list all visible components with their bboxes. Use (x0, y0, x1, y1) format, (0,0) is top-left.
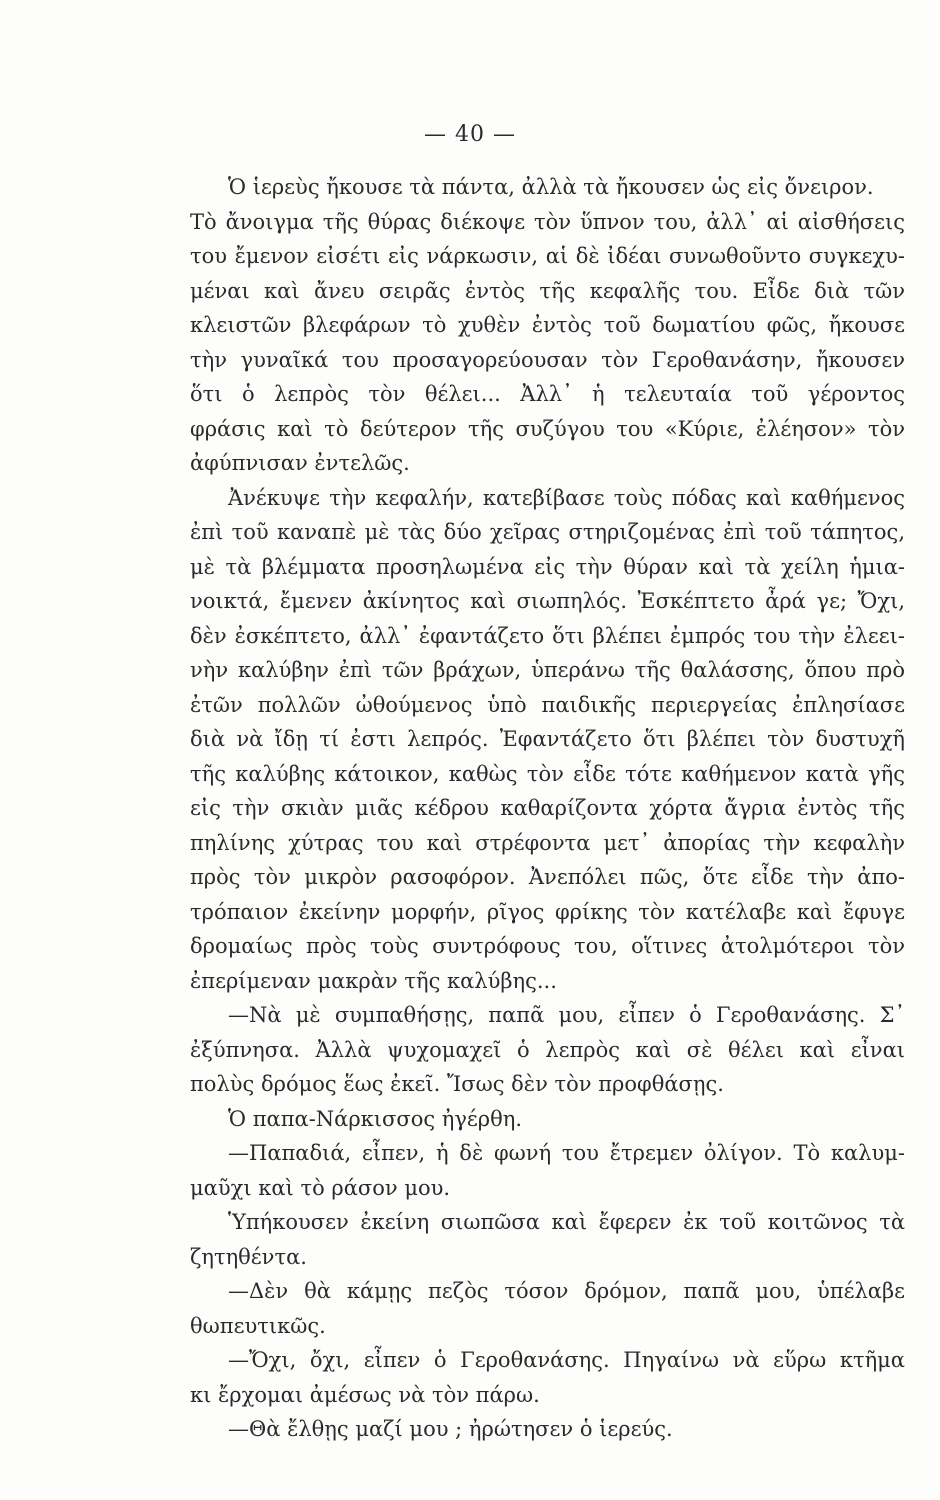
text-line: τῆς καλύβης κάτοικον, καθὼς τὸν εἶδε τότε καθήμενον κατὰ γῆς (190, 761, 905, 786)
text-line: ἐπερίμεναν μακρὰν τῆς καλύβης... (190, 968, 557, 993)
text-line: του ἔμενον εἰσέτι εἰς νάρκωσιν, αἱ δὲ ἰδέαι συνωθοῦντο συγκεχυ- (190, 244, 905, 268)
text-line: τρόπαιον ἐκείνην μορφήν, ρῖγος φρίκης τὸν κατέλαβε καὶ ἔφυγε (190, 899, 905, 924)
text-line: θωπευτικῶς. (190, 1313, 326, 1338)
page-number: — 40 — (424, 122, 516, 147)
text-line: δρομαίως πρὸς τοὺς συντρόφους του, οἵτινες ἀτολμότεροι τὸν (190, 934, 905, 958)
text-line: ἐτῶν πολλῶν ὠθούμενος ὑπὸ παιδικῆς περιεργείας ἐπλησίασε (190, 692, 905, 717)
text-line: δὲν ἐσκέπτετο, ἀλλ᾽ ἐφαντάζετο ὅτι βλέπει ἐμπρός του τὴν ἐλεει- (190, 623, 905, 648)
text-line: μέναι καὶ ἄνευ σειρᾶς ἐντὸς τῆς κεφαλῆς του. Εἶδε διὰ τῶν (190, 278, 905, 303)
text-line: νὴν καλύβην ἐπὶ τῶν βράχων, ὑπεράνω τῆς θαλάσσης, ὅπου πρὸ (190, 658, 905, 682)
text-line: μαῦχι καὶ τὸ ράσον μου. (190, 1175, 451, 1200)
text-line: κλειστῶν βλεφάρων τὸ χυθὲν ἐντὸς τοῦ δωματίου φῶς, ἤκουσε (190, 313, 905, 337)
text-line: —Θὰ ἔλθῃς μαζί μου ; ἠρώτησεν ὁ ἱερεύς. (228, 1417, 673, 1441)
text-line: πρὸς τὸν μικρὸν ρασοφόρον. Ἀνεπόλει πῶς, ὅτε εἶδε τὴν ἀπο- (190, 865, 905, 889)
text-line: Ὁ ἱερεὺς ἤκουσε τὰ πάντα, ἀλλὰ τὰ ἤκουσεν ὡς εἰς ὄνειρον. (228, 175, 874, 199)
text-line: Ὁ παπα-Νάρκισσος ἠγέρθη. (228, 1106, 523, 1131)
text-line: Τὸ ἄνοιγμα τῆς θύρας διέκοψε τὸν ὕπνον του, ἀλλ᾽ αἱ αἰσθήσεις (190, 209, 905, 234)
text-line: —Παπαδιά, εἶπεν, ἡ δὲ φωνή του ἔτρεμεν ὀλίγον. Τὸ καλυμ- (228, 1141, 905, 1165)
text-line: ἀφύπνισαν ἐντελῶς. (190, 451, 410, 475)
text-line: ὅτι ὁ λεπρὸς τὸν θέλει... Ἀλλ᾽ ἡ τελευταία τοῦ γέροντος (190, 382, 905, 406)
body-text (190, 170, 905, 1447)
text-line: κι ἔρχομαι ἀμέσως νὰ τὸν πάρω. (190, 1382, 540, 1407)
text-line: εἰς τὴν σκιὰν μιᾶς κέδρου καθαρίζοντα χόρτα ἄγρια ἐντὸς τῆς (190, 796, 905, 820)
text-line: τὴν γυναῖκά του προσαγορεύουσαν τὸν Γεροθανάσην, ἤκουσεν (190, 347, 905, 372)
text-line: μὲ τὰ βλέμματα προσηλωμένα εἰς τὴν θύραν καὶ τὰ χείλη ἡμια- (190, 554, 905, 579)
text-line: ἐξύπνησα. Ἀλλὰ ψυχομαχεῖ ὁ λεπρὸς καὶ σὲ θέλει καὶ εἶναι (190, 1037, 905, 1062)
text-line: Ἀνέκυψε τὴν κεφαλήν, κατεβίβασε τοὺς πόδας καὶ καθήμενος (228, 485, 905, 510)
text-line: ἐπὶ τοῦ καναπὲ μὲ τὰς δύο χεῖρας στηριζομένας ἐπὶ τοῦ τάπητος, (190, 520, 905, 544)
text-line: —Νὰ μὲ συμπαθήσῃς, παπᾶ μου, εἶπεν ὁ Γεροθανάσης. Σ᾽ (228, 1003, 905, 1027)
text-line: νοικτά, ἔμενεν ἀκίνητος καὶ σιωπηλός. Ἐσκέπτετο ἆρά γε; Ὄχι, (190, 589, 905, 613)
text-line: Ὑπήκουσεν ἐκείνη σιωπῶσα καὶ ἔφερεν ἐκ τοῦ κοιτῶνος τὰ (228, 1210, 905, 1234)
text-line: πολὺς δρόμος ἕως ἐκεῖ. Ἴσως δὲν τὸν προφθάσῃς. (190, 1072, 724, 1096)
text-line: ζητηθέντα. (190, 1244, 307, 1269)
text-line: πηλίνης χύτρας του καὶ στρέφοντα μετ᾽ ἀπορίας τὴν κεφαλὴν (190, 830, 905, 855)
text-line: —Δὲν θὰ κάμῃς πεζὸς τόσον δρόμον, παπᾶ μου, ὑπέλαβε (228, 1279, 905, 1303)
text-line: φράσις καὶ τὸ δεύτερον τῆς συζύγου του «Κύριε, ἐλέησον» τὸν (190, 416, 905, 441)
text-line: —Ὄχι, ὄχι, εἶπεν ὁ Γεροθανάσης. Πηγαίνω νὰ εὕρω κτῆμα (228, 1348, 905, 1372)
text-line: διὰ νὰ ἴδῃ τί ἐστι λεπρός. Ἐφαντάζετο ὅτι βλέπει τὸν δυστυχῆ (190, 727, 905, 751)
